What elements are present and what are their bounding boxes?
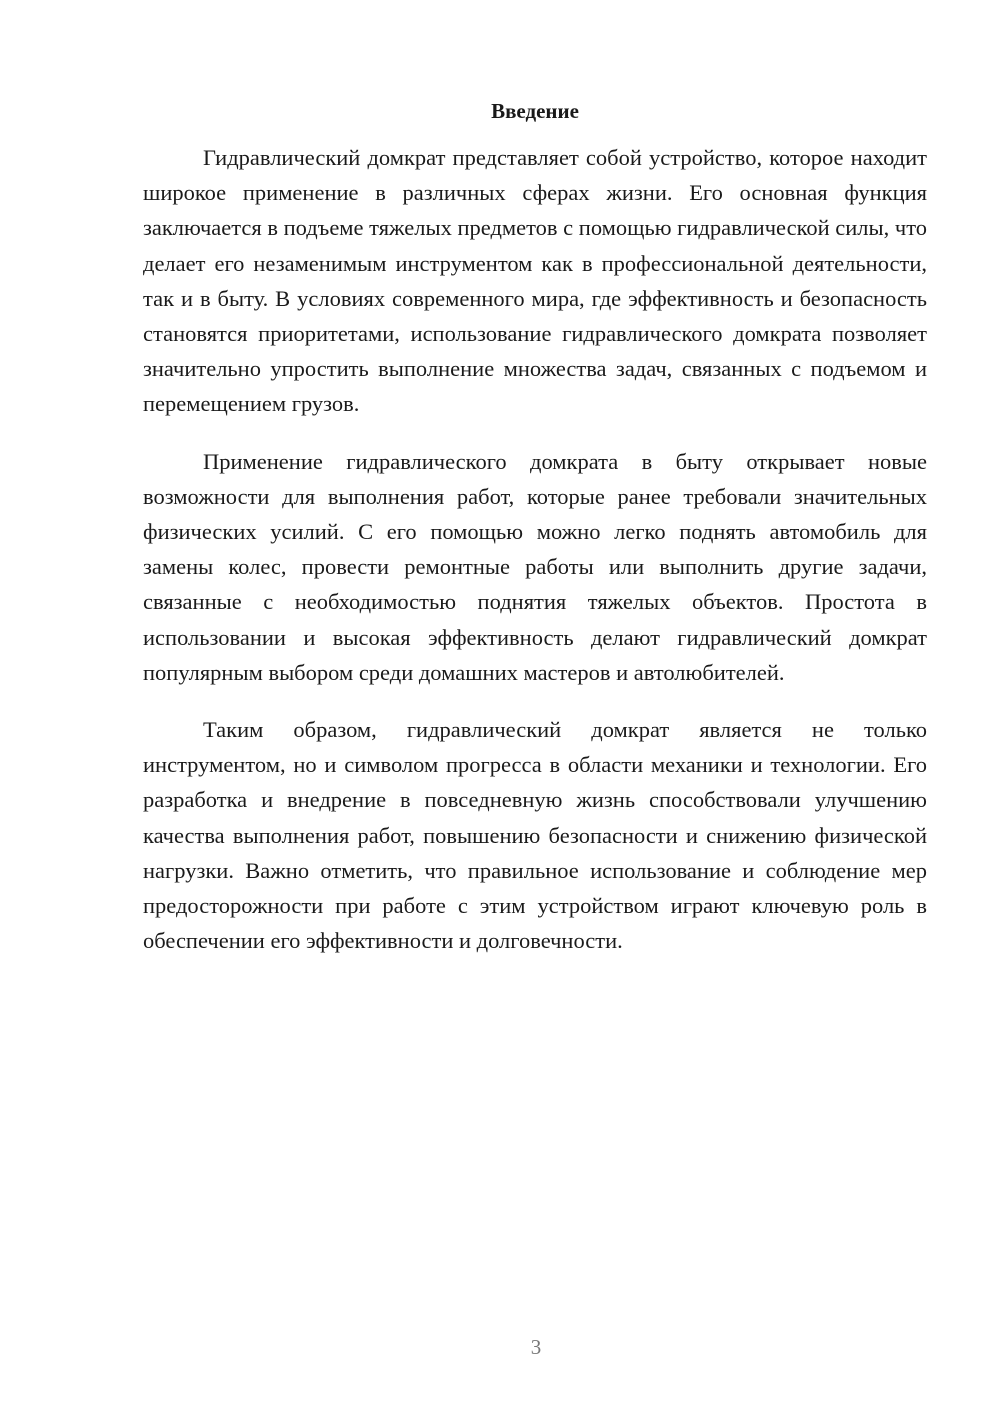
section-heading: Введение [491,99,579,123]
page-number: 3 [530,1335,542,1359]
paragraph-3: Таким образом, гидравлический домкрат является не только инструментом, но и символом прогресса в области механики и технологии. Его разработка и внедрение в повседневную жизнь способствовали улучшению качества выполнения работ, повышению безопасности и снижению физической нагрузки. Важно отметить, что правильное использование и соблюдение мер предосторожности при работе с этим устройством играют ключевую роль в обеспечении его эффективности и долговечности. [143,717,927,954]
document-body [143,96,927,980]
paragraph-2: Применение гидравлического домкрата в быту открывает новые возможности для выполнения работ, которые ранее требовали значительных физических усилий. С его помощью можно легко поднять автомобиль для замены колес, провести ремонтные работы или выполнить другие задачи, связанные с необходимостью поднятия тяжелых объектов. Простота в использовании и высокая эффективность делают гидравлический домкрат популярным выбором среди домашних мастеров и автолюбителей. [143,448,927,685]
paragraph-1: Гидравлический домкрат представляет собой устройство, которое находит широкое применение в различных сферах жизни. Его основная функция заключается в подъеме тяжелых предметов с помощью гидравлической силы, что делает его незаменимым инструментом как в профессиональной деятельности, так и в быту. В условиях современного мира, где эффективность и безопасность становятся приоритетами, использование гидравлического домкрата позволяет значительно упростить выполнение множества задач, связанных с подъемом и перемещением грузов. [143,145,927,417]
